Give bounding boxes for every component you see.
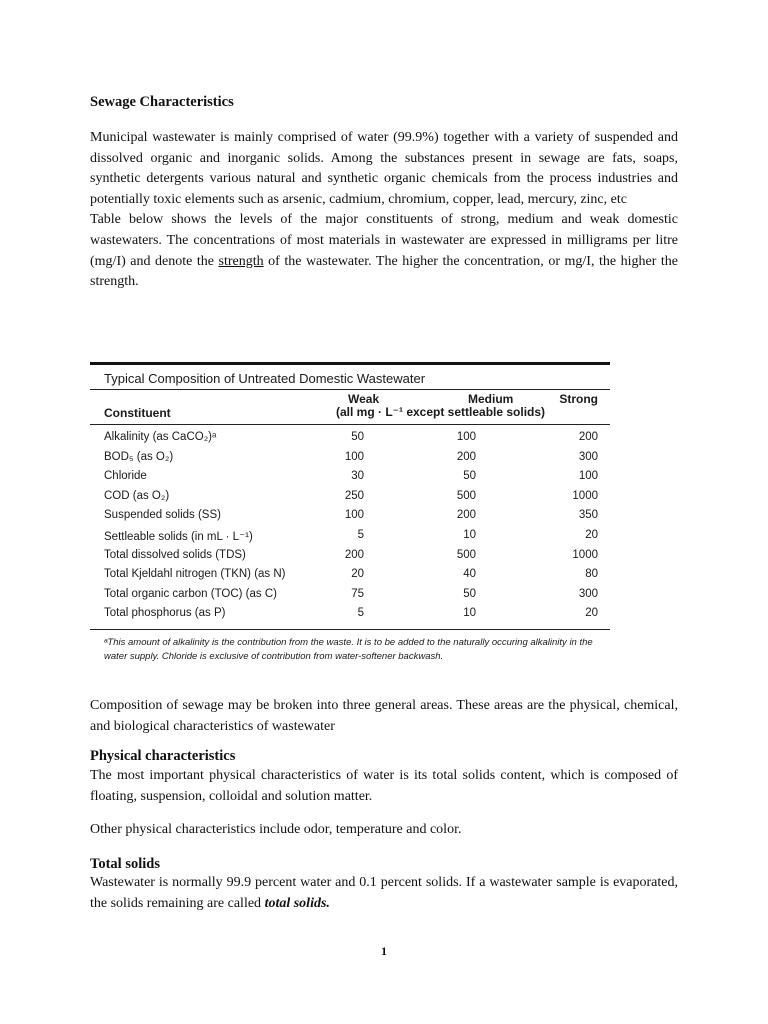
strong-cell: 300 xyxy=(578,450,598,463)
medium-cell: 500 xyxy=(456,548,476,561)
table-row xyxy=(90,429,610,449)
units-note: (all mg · L⁻¹ except settleable solids) xyxy=(336,405,546,419)
paragraph-intro xyxy=(90,128,678,293)
table-body xyxy=(90,429,610,625)
strong-cell: 1000 xyxy=(572,489,598,502)
constituent-cell: Chloride xyxy=(104,470,147,483)
medium-cell: 10 xyxy=(463,528,476,541)
table-row xyxy=(90,507,610,527)
col-weak: Weak xyxy=(348,392,380,406)
table-row xyxy=(90,527,610,547)
strong-cell: 100 xyxy=(578,470,598,483)
table-header xyxy=(90,390,610,424)
wastewater-composition-table xyxy=(90,362,610,664)
table-row xyxy=(90,488,610,508)
heading-total-solids: Total solids xyxy=(90,856,160,872)
weak-cell: 100 xyxy=(344,509,364,522)
table-intro-text-a: Table below shows the levels of the major constituents of strong, medium and weak domestic wastewaters. The concentrations of most materials in wastewater are expressed in milligrams per litre (mg/I) and denote the xyxy=(90,212,678,269)
weak-cell: 5 xyxy=(357,607,364,620)
strong-cell: 20 xyxy=(585,607,598,620)
col-medium: Medium xyxy=(468,392,514,406)
total-solids-text: Wastewater is normally 99.9 percent water and 0.1 percent solids. If a wastewater sample is evaporated, the solids remaining are called xyxy=(90,875,678,911)
heading-sewage-characteristics: Sewage Characteristics xyxy=(90,94,234,110)
table-row xyxy=(90,586,610,606)
medium-cell: 50 xyxy=(463,587,476,600)
strong-cell: 300 xyxy=(578,587,598,600)
weak-cell: 100 xyxy=(344,450,364,463)
medium-cell: 50 xyxy=(463,470,476,483)
table-row xyxy=(90,468,610,488)
constituent-cell: Alkalinity (as CaCO₂)ᵃ xyxy=(104,431,217,443)
strong-cell: 200 xyxy=(578,431,598,443)
constituent-cell: Total dissolved solids (TDS) xyxy=(104,548,246,561)
medium-cell: 200 xyxy=(456,509,476,522)
table-bottom-rule xyxy=(90,629,610,630)
medium-cell: 500 xyxy=(456,489,476,502)
weak-cell: 20 xyxy=(351,568,364,581)
strong-cell: 80 xyxy=(585,568,598,581)
col-strong: Strong xyxy=(559,392,598,406)
table-row xyxy=(90,566,610,586)
constituent-cell: Suspended solids (SS) xyxy=(104,509,221,522)
paragraph-composition: Composition of sewage may be broken into three general areas. These areas are the physical, chemical, and biological characteristics of wastewater xyxy=(90,698,678,734)
strong-cell: 20 xyxy=(585,528,598,541)
medium-cell: 200 xyxy=(456,450,476,463)
weak-cell: 50 xyxy=(351,431,364,443)
weak-cell: 5 xyxy=(357,528,364,541)
constituent-cell: Total phosphorus (as P) xyxy=(104,607,226,620)
table-row xyxy=(90,449,610,469)
intro-text: Municipal wastewater is mainly comprised of water (99.9%) together with a variety of suspended and dissolved organic and inorganic solids. Among the substances present in sewage are fats, soaps, synthetic detergents various natural and synthetic organic chemicals from the process industries and potentially toxic elements such as arsenic, cadmium, chromium, copper, lead, mercury, zinc, etc xyxy=(90,130,678,207)
strong-cell: 350 xyxy=(578,509,598,522)
col-constituent: Constituent xyxy=(104,406,171,420)
constituent-cell: BOD₅ (as O₂) xyxy=(104,450,174,463)
paragraph-total-solids xyxy=(90,873,678,914)
table-title: Typical Composition of Untreated Domestic Wastewater xyxy=(104,371,426,386)
medium-cell: 10 xyxy=(463,607,476,620)
weak-cell: 200 xyxy=(344,548,364,561)
table-row xyxy=(90,547,610,567)
weak-cell: 75 xyxy=(351,587,364,600)
constituent-cell: COD (as O₂) xyxy=(104,489,170,502)
page-number: 1 xyxy=(381,944,387,958)
table-intro-text-b: of the wastewater. The higher the concentration, or mg/I, the higher the strength. xyxy=(90,253,678,290)
medium-cell: 100 xyxy=(456,431,476,443)
weak-cell: 30 xyxy=(351,470,364,483)
constituent-cell: Total organic carbon (TOC) (as C) xyxy=(104,587,277,600)
paragraph-other-physical: Other physical characteristics include odor, temperature and color. xyxy=(90,822,462,837)
paragraph-physical: The most important physical characteristics of water is its total solids content, which is composed of floating, suspension, colloidal and solution matter. xyxy=(90,768,678,804)
strength-underlined: strength xyxy=(218,253,264,269)
weak-cell: 250 xyxy=(344,489,364,502)
constituent-cell: Settleable solids (in mL · L⁻¹) xyxy=(104,530,253,543)
constituent-cell: Total Kjeldahl nitrogen (TKN) (as N) xyxy=(104,568,286,581)
table-top-rule xyxy=(90,362,610,365)
medium-cell: 40 xyxy=(463,568,476,581)
total-solids-term: total solids. xyxy=(264,895,330,911)
table-row xyxy=(90,605,610,625)
strong-cell: 1000 xyxy=(572,548,598,561)
table-footnote: ᵃThis amount of alkalinity is the contribution from the waste. It is to be added to the naturally occuring alkalinity in the water supply. Chloride is exclusive of contribution from water-softener backwash. xyxy=(104,636,593,662)
heading-physical-characteristics: Physical characteristics xyxy=(90,748,236,764)
